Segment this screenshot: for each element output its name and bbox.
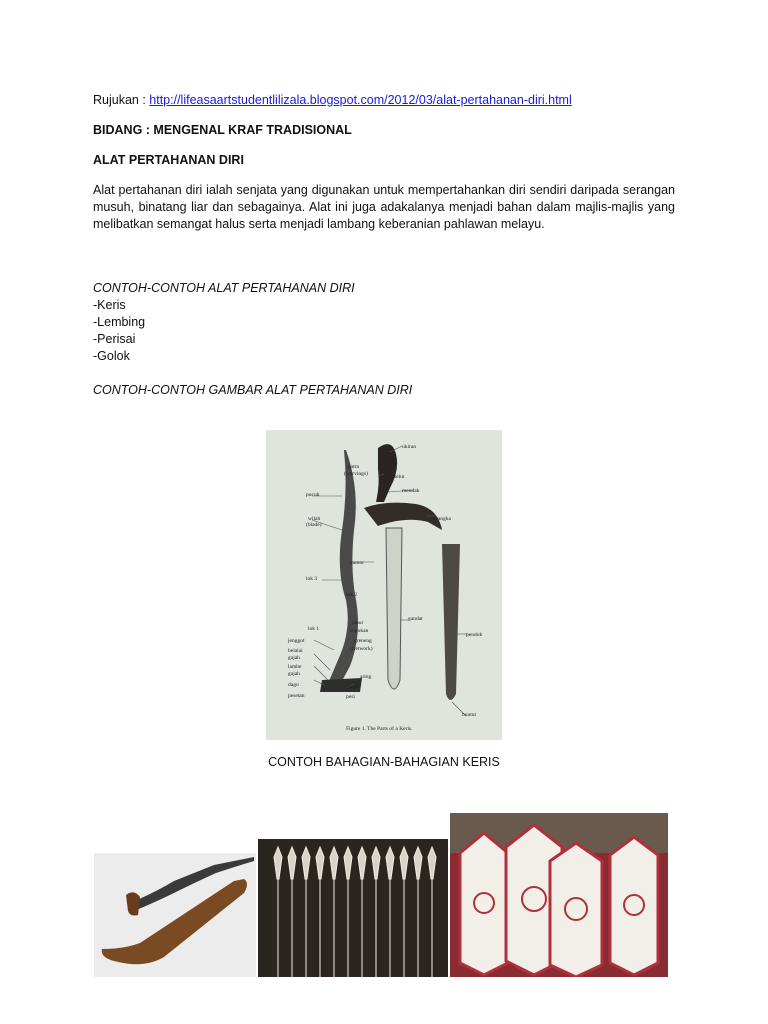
figure-caption-small: Figure 1. The Parts of a Keris. (346, 726, 413, 732)
examples-heading: CONTOH-CONTOH ALAT PERTAHANAN DIRI (93, 281, 355, 295)
label-pesi: pesi (346, 694, 355, 700)
reference-line (93, 92, 572, 109)
label-lok2: lok 2 (346, 592, 358, 598)
label-selut: selut (394, 474, 405, 480)
intro-paragraph: Alat pertahanan diri ialah senjata yang digunakan untuk mempertahankan diri sendiri daripada serangan musuh, binatang liar dan sebagainya. Alat ini juga adakalanya menjadi bahan dalam majlis-majlis yang melibatkan semangat halus serta menjadi lambang keberanian pahlawan melayu. (93, 183, 675, 231)
label-patra: patra (348, 464, 359, 470)
lembing-photo (258, 839, 448, 977)
perisai-photo (450, 813, 668, 977)
shield-icon (550, 843, 602, 977)
label-gandar: gandar (408, 616, 423, 622)
heading-alat-pertahanan: ALAT PERTAHANAN DIRI (93, 153, 244, 167)
label-jenggot: jenggot (288, 638, 305, 644)
label-mendak: mendak (402, 488, 420, 494)
keris-hilt-icon (126, 892, 140, 915)
lembing-illustration (258, 839, 448, 977)
keris-diagram-svg (266, 430, 502, 740)
list-item: -Golok (93, 349, 130, 363)
label-dagu: dagu (288, 682, 299, 688)
label-pendok: pendok (466, 632, 483, 638)
label-ganja: ganja (346, 684, 358, 690)
reference-label: Rujukan : (93, 93, 150, 107)
list-item: -Keris (93, 298, 126, 312)
images-heading: CONTOH-CONTOH GAMBAR ALAT PERTAHANAN DIRI (93, 383, 413, 397)
label-lok1: lok 1 (308, 626, 320, 632)
pendok-shape (442, 544, 460, 700)
label-wilah: wilah (308, 516, 321, 522)
label-sogokan: sogokan (350, 628, 369, 634)
examples-list (93, 297, 145, 365)
label-belalai: belalai (288, 648, 303, 654)
label-pesetan: pesetan (288, 693, 305, 699)
label-blade: (blade) (306, 522, 322, 528)
label-greneng: greneng (354, 638, 372, 644)
perisai-illustration (450, 813, 668, 977)
label-gajah: gajah (288, 655, 300, 661)
label-janur: janur (352, 620, 364, 626)
warangka-shape (364, 503, 442, 530)
keris-parts-diagram (266, 430, 502, 740)
label-lok3: lok 3 (306, 576, 318, 582)
figure-caption: CONTOH BAHAGIAN-BAHAGIAN KERIS (268, 755, 500, 769)
label-aring: aring (360, 674, 372, 680)
keris-illustration (94, 853, 256, 977)
list-item: -Perisai (93, 332, 136, 346)
label-fretwork: (fretwork) (350, 646, 373, 652)
label-buntut: buntut (462, 712, 477, 718)
heading-bidang: BIDANG : MENGENAL KRAF TRADISIONAL (93, 123, 352, 137)
label-pucuk: pucuk (306, 492, 320, 498)
label-pamor: pamor (350, 560, 365, 566)
label-warnings: (warvings) (344, 471, 368, 477)
gandar-shape (386, 528, 402, 689)
label-lambe: lambe (288, 664, 302, 670)
shield-icon (610, 837, 658, 975)
label-ukiran: ukiran (402, 444, 417, 450)
list-item: -Lembing (93, 315, 146, 329)
shield-icon (460, 833, 508, 975)
reference-link[interactable]: http://lifeasaartstudentlilizala.blogspot.com/2012/03/alat-pertahanan-diri.html (149, 93, 572, 107)
label-gajah-2: gajah (288, 671, 300, 677)
label-warangka: wrangka (432, 516, 451, 522)
keris-photo (94, 853, 256, 977)
